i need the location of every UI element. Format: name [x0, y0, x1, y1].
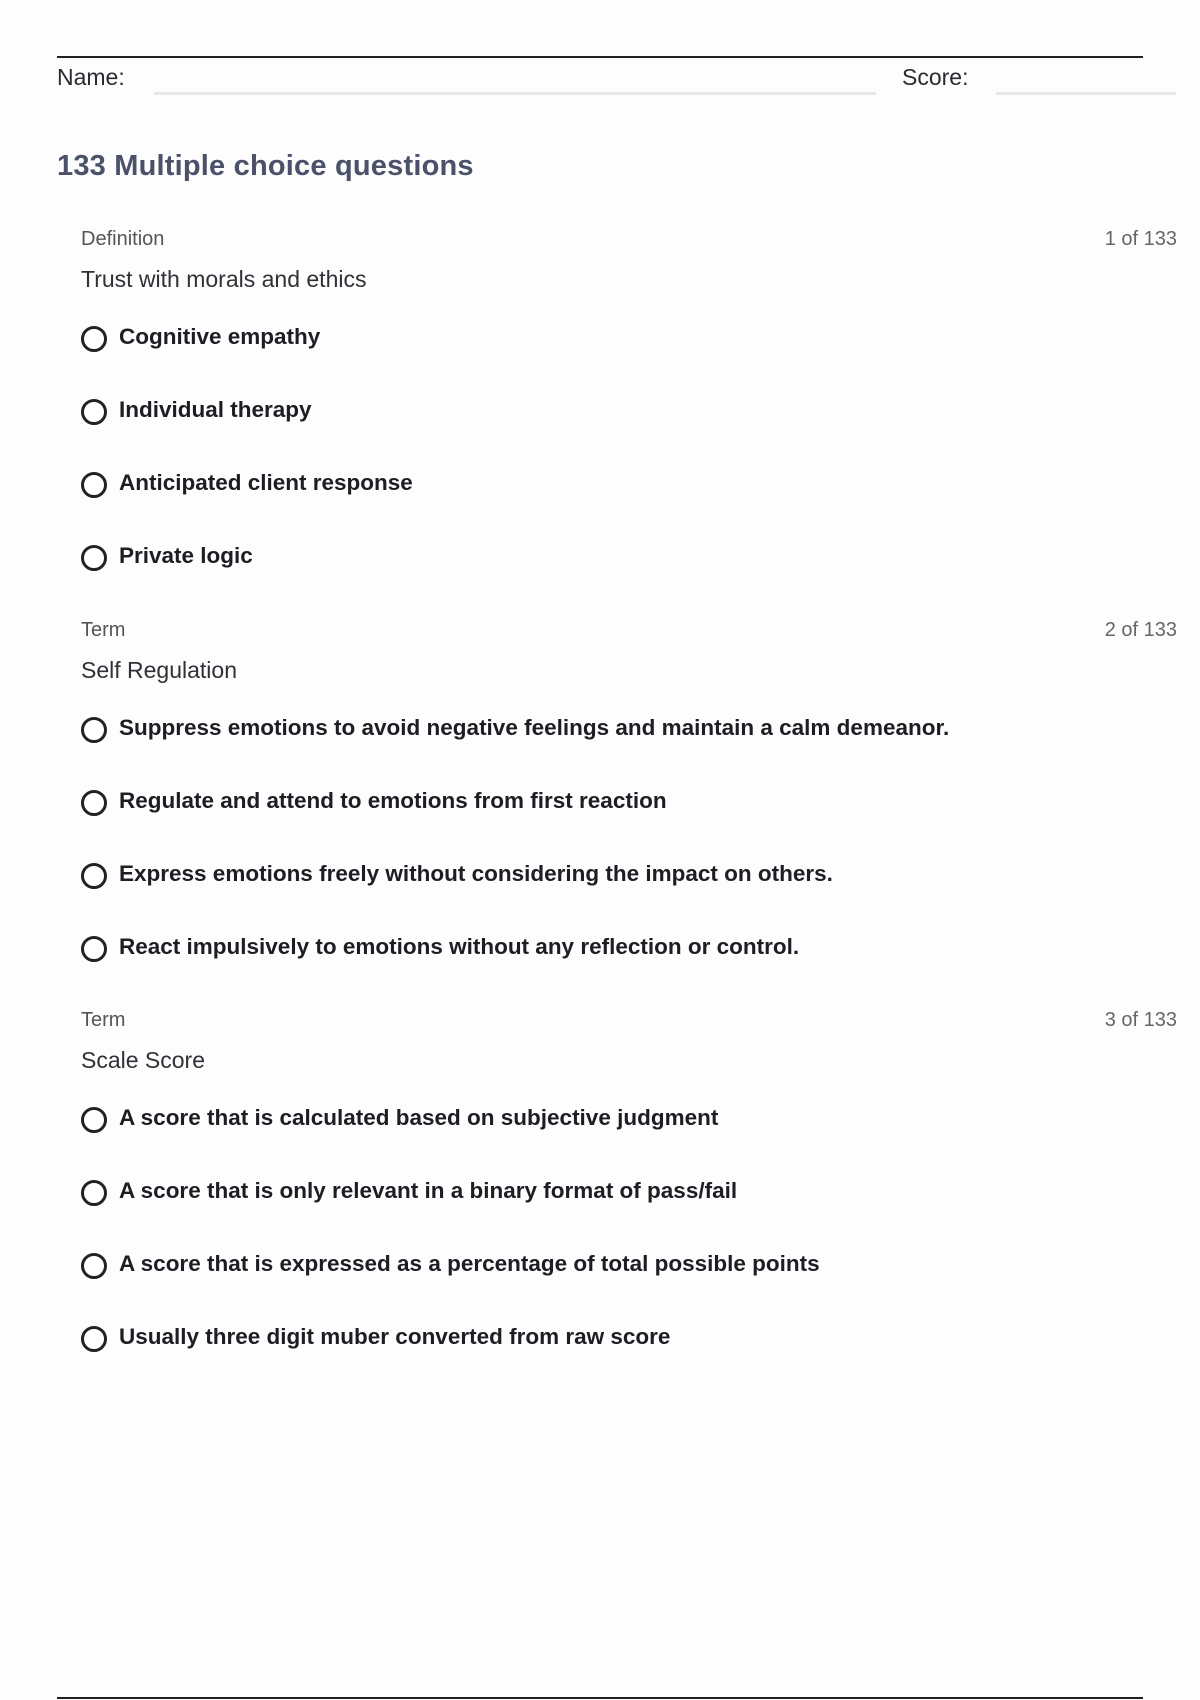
answer-option[interactable]	[81, 1105, 820, 1178]
name-label: Name:	[57, 64, 125, 90]
radio-button[interactable]	[81, 545, 107, 571]
answer-option[interactable]	[81, 861, 949, 934]
radio-button[interactable]	[81, 1180, 107, 1206]
option-label: Regulate and attend to emotions from first reaction	[119, 788, 667, 813]
answer-options	[81, 1105, 820, 1397]
bottom-rule	[57, 1697, 1143, 1699]
question-type: Term	[81, 619, 126, 641]
option-label: Anticipated client response	[119, 470, 413, 495]
answer-option[interactable]	[81, 1178, 820, 1251]
radio-button[interactable]	[81, 1326, 107, 1352]
answer-options	[81, 715, 949, 1007]
answer-options	[81, 324, 413, 616]
radio-button[interactable]	[81, 1253, 107, 1279]
option-label: Private logic	[119, 543, 253, 568]
name-field[interactable]	[154, 92, 876, 95]
question-type: Term	[81, 1009, 126, 1031]
radio-button[interactable]	[81, 399, 107, 425]
answer-option[interactable]	[81, 543, 413, 616]
radio-button[interactable]	[81, 863, 107, 889]
answer-option[interactable]	[81, 788, 949, 861]
top-rule	[57, 56, 1143, 58]
radio-button[interactable]	[81, 1107, 107, 1133]
option-label: React impulsively to emotions without any reflection or control.	[119, 934, 800, 959]
option-label: A score that is expressed as a percentage of total possible points	[119, 1251, 820, 1276]
option-label: Usually three digit muber converted from raw score	[119, 1324, 671, 1349]
question-counter: 3 of 133	[1104, 1009, 1177, 1031]
score-field[interactable]	[996, 92, 1176, 95]
radio-button[interactable]	[81, 717, 107, 743]
question-type: Definition	[81, 228, 165, 250]
option-label: Individual therapy	[119, 397, 312, 422]
score-label: Score:	[902, 64, 969, 90]
answer-option[interactable]	[81, 1324, 820, 1397]
option-label: Suppress emotions to avoid negative feelings and maintain a calm demeanor.	[119, 715, 950, 740]
option-label: A score that is only relevant in a binary format of pass/fail	[119, 1178, 738, 1203]
question-counter: 1 of 133	[1104, 228, 1177, 250]
radio-button[interactable]	[81, 790, 107, 816]
radio-button[interactable]	[81, 936, 107, 962]
radio-button[interactable]	[81, 472, 107, 498]
option-label: Express emotions freely without considering the impact on others.	[119, 861, 833, 886]
option-label: Cognitive empathy	[119, 324, 321, 349]
answer-option[interactable]	[81, 934, 949, 1007]
radio-button[interactable]	[81, 326, 107, 352]
question-counter: 2 of 133	[1104, 619, 1177, 641]
question-prompt: Scale Score	[81, 1047, 206, 1073]
answer-option[interactable]	[81, 715, 949, 788]
answer-option[interactable]	[81, 470, 413, 543]
page-title: 133 Multiple choice questions	[57, 150, 474, 182]
name-score-row	[57, 62, 1177, 102]
answer-option[interactable]	[81, 1251, 820, 1324]
option-label: A score that is calculated based on subjective judgment	[119, 1105, 719, 1130]
question-prompt: Trust with morals and ethics	[81, 266, 367, 292]
answer-option[interactable]	[81, 397, 413, 470]
answer-option[interactable]	[81, 324, 413, 397]
question-prompt: Self Regulation	[81, 657, 237, 683]
